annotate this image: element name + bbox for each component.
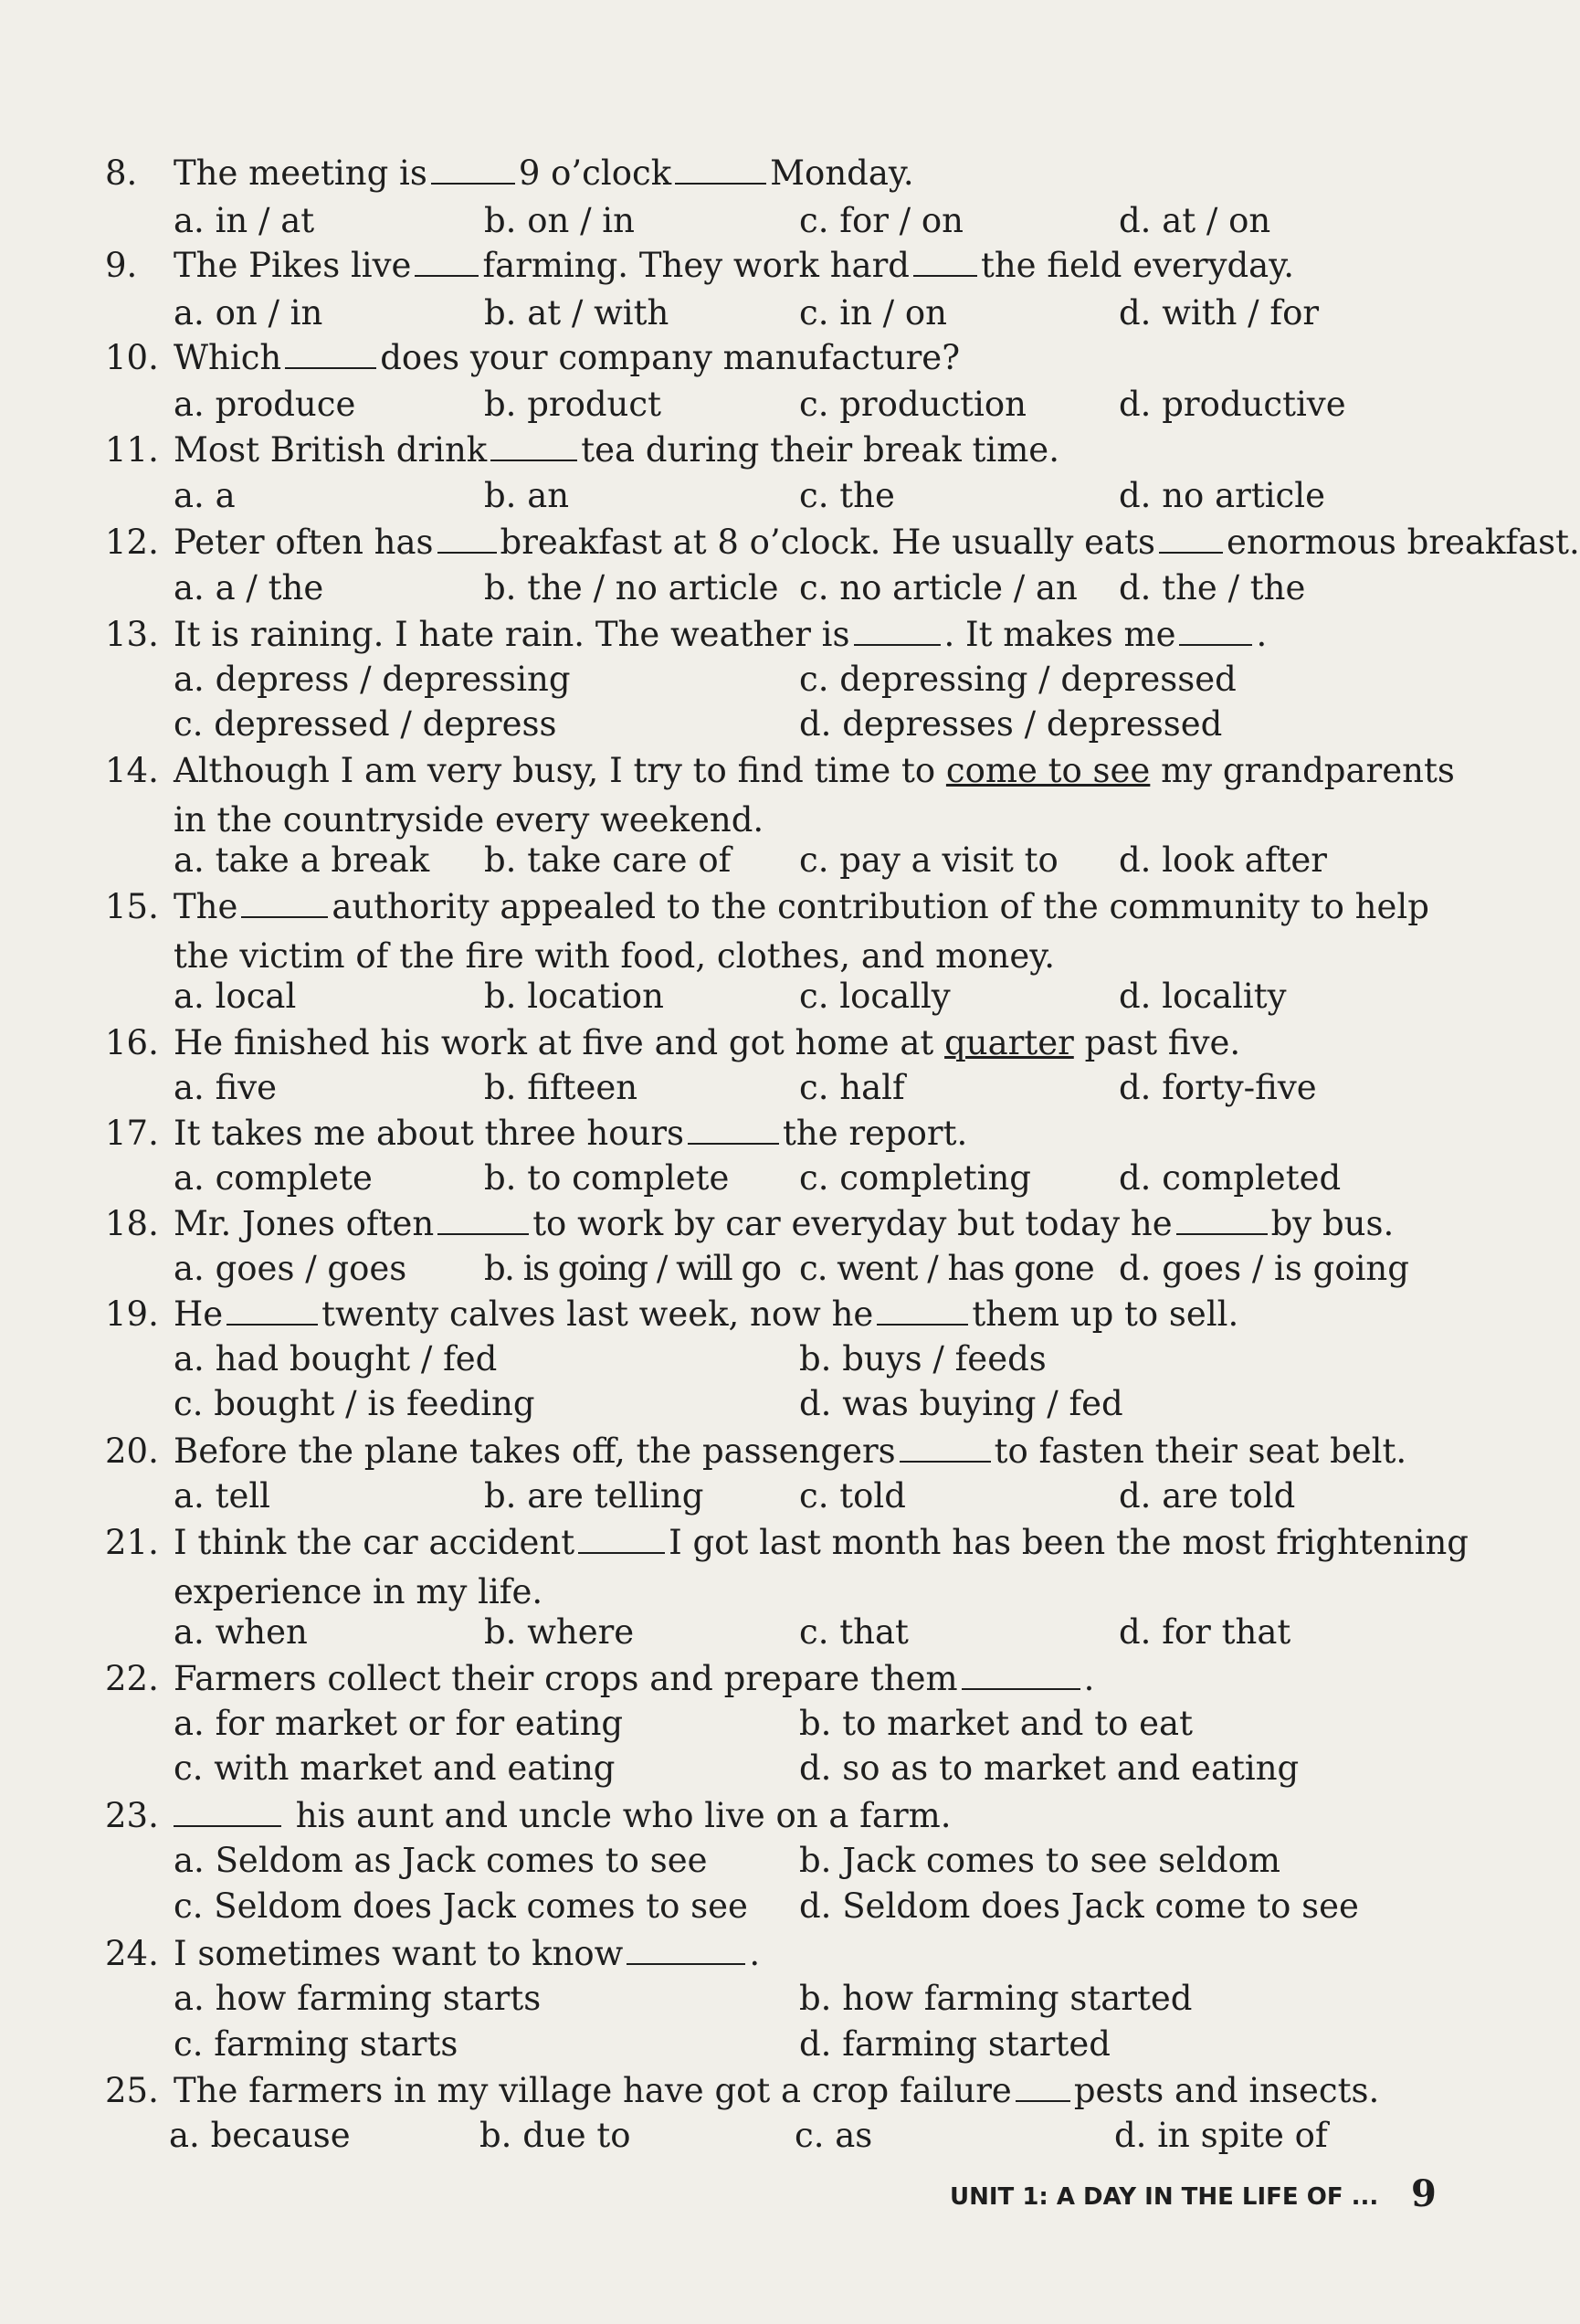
underlined-word: quarter <box>944 1023 1074 1062</box>
answer-blank <box>285 336 376 369</box>
question-number: 19. <box>105 1294 159 1334</box>
option-a[interactable]: a. because <box>169 2116 351 2155</box>
option-b[interactable]: b. location <box>484 977 664 1016</box>
option-a[interactable]: a. take a break <box>174 840 430 880</box>
option-b[interactable]: b. how farming started <box>799 1979 1193 2018</box>
question-text: Most British drink <box>174 430 488 470</box>
option-d[interactable]: d. are told <box>1119 1476 1296 1516</box>
question-number: 16. <box>105 1023 159 1062</box>
option-c[interactable]: c. that <box>799 1612 909 1652</box>
question-21 <box>105 1520 1469 1566</box>
question-text: pests and insects. <box>1073 2071 1380 2110</box>
question-text: He finished his work at five and got home at <box>174 1023 934 1062</box>
option-a[interactable]: a. in / at <box>174 201 315 240</box>
question-text-continued: the victim of the fire with food, clothes, and money. <box>174 936 1055 976</box>
question-text: The Pikes live <box>174 246 412 285</box>
answer-blank <box>226 1293 318 1326</box>
option-a[interactable]: a. Seldom as Jack comes to see <box>174 1841 708 1880</box>
question-number: 22. <box>105 1659 159 1698</box>
question-number: 18. <box>105 1204 159 1243</box>
option-b[interactable]: b. at / with <box>484 293 669 333</box>
option-b[interactable]: b. to complete <box>484 1158 730 1198</box>
answer-blank <box>490 428 577 461</box>
question-text: past five. <box>1084 1023 1241 1062</box>
question-number: 23. <box>105 1796 159 1835</box>
answer-blank <box>962 1657 1080 1690</box>
option-d[interactable]: d. forty-five <box>1119 1068 1317 1107</box>
option-a[interactable]: a. five <box>174 1068 278 1107</box>
option-a[interactable]: a. had bought / fed <box>174 1339 498 1379</box>
question-text: to work by car everyday but today he <box>532 1204 1173 1243</box>
answer-blank <box>174 1794 281 1827</box>
option-c[interactable]: c. went / has gone <box>799 1249 1094 1288</box>
question-24 <box>105 1931 1457 1977</box>
page-number: 9 <box>1411 2172 1437 2215</box>
question-text: breakfast at 8 o’clock. He usually eats <box>500 523 1155 562</box>
option-b[interactable]: b. an <box>484 476 570 515</box>
option-a[interactable]: a. goes / goes <box>174 1249 407 1288</box>
option-b[interactable]: b. on / in <box>484 201 635 240</box>
question-text: does your company manufacture? <box>380 338 961 377</box>
question-number: 14. <box>105 751 159 790</box>
answer-blank <box>913 244 977 277</box>
option-c[interactable]: c. the <box>799 476 895 515</box>
option-a[interactable]: a. a / the <box>174 568 324 607</box>
answer-blank <box>627 1932 745 1965</box>
answer-blank <box>688 1112 779 1145</box>
question-number: 24. <box>105 1934 159 1973</box>
answer-blank <box>1159 521 1223 554</box>
option-d[interactable]: d. farming started <box>799 2024 1111 2064</box>
option-a[interactable]: a. how farming starts <box>174 1979 542 2018</box>
answer-blank <box>415 244 479 277</box>
option-c[interactable]: c. bought / is feeding <box>174 1384 535 1423</box>
question-text: . It makes me <box>943 615 1176 654</box>
question-text: Peter often has <box>174 523 434 562</box>
option-d[interactable]: d. locality <box>1119 977 1287 1016</box>
answer-blank <box>854 613 941 646</box>
question-13 <box>105 612 1457 658</box>
question-number: 15. <box>105 887 159 926</box>
question-text: . <box>749 1934 761 1973</box>
option-b[interactable]: b. to market and to eat <box>799 1704 1193 1743</box>
question-10 <box>105 335 1457 381</box>
question-text: The meeting is <box>174 153 427 193</box>
option-c[interactable]: c. Seldom does Jack comes to see <box>174 1886 748 1926</box>
question-number: 13. <box>105 615 159 654</box>
question-text: the report. <box>783 1114 968 1153</box>
answer-blank <box>437 1202 529 1235</box>
option-c[interactable]: c. with market and eating <box>174 1748 616 1788</box>
question-text: I sometimes want to know <box>174 1934 624 1973</box>
question-text: The <box>174 887 238 926</box>
question-number: 20. <box>105 1431 159 1471</box>
question-18 <box>105 1201 1457 1247</box>
question-text: his aunt and uncle who live on a farm. <box>295 1796 952 1835</box>
option-c[interactable]: c. depressed / depress <box>174 704 557 744</box>
option-d[interactable]: d. productive <box>1119 385 1346 424</box>
answer-blank <box>1176 1202 1268 1235</box>
option-d[interactable]: d. look after <box>1119 840 1327 880</box>
question-number: 10. <box>105 338 159 377</box>
question-14 <box>105 748 1457 794</box>
question-number: 17. <box>105 1114 159 1153</box>
option-d[interactable]: d. depresses / depressed <box>799 704 1223 744</box>
option-c[interactable]: c. told <box>799 1476 906 1516</box>
question-text: It takes me about three hours <box>174 1114 685 1153</box>
question-text: by bus. <box>1270 1204 1395 1243</box>
question-9 <box>105 243 1457 289</box>
option-b[interactable]: b. the / no article <box>484 568 779 607</box>
question-number: 9. <box>105 246 138 285</box>
question-text: Before the plane takes off, the passengers <box>174 1431 896 1471</box>
question-text: . <box>1083 1659 1095 1698</box>
answer-blank <box>1016 2069 1070 2102</box>
option-b[interactable]: b. are telling <box>484 1476 704 1516</box>
option-b[interactable]: b. where <box>484 1612 635 1652</box>
question-text: I got last month has been the most frightening <box>669 1523 1469 1562</box>
option-c[interactable]: c. farming starts <box>174 2024 458 2064</box>
question-text: to fasten their seat belt. <box>994 1431 1407 1471</box>
question-text: authority appealed to the contribution of the community to help <box>332 887 1429 926</box>
question-25 <box>105 2068 1457 2114</box>
question-text: Monday. <box>770 153 914 193</box>
option-c[interactable]: c. for / on <box>799 201 964 240</box>
answer-blank <box>431 152 515 185</box>
option-b[interactable]: b. due to <box>479 2116 631 2155</box>
unit-title: UNIT 1: A DAY IN THE LIFE OF ... <box>950 2183 1379 2211</box>
option-d[interactable]: d. was buying / fed <box>799 1384 1123 1423</box>
question-text-continued: experience in my life. <box>174 1572 543 1611</box>
option-a[interactable]: a. for market or for eating <box>174 1704 624 1743</box>
option-c[interactable]: c. completing <box>799 1158 1031 1198</box>
option-b[interactable]: b. buys / feeds <box>799 1339 1047 1379</box>
option-d[interactable]: d. the / the <box>1119 568 1306 607</box>
option-c[interactable]: c. half <box>799 1068 905 1107</box>
question-text: the field everyday. <box>980 246 1294 285</box>
question-number: 11. <box>105 430 159 470</box>
question-12 <box>105 520 1580 565</box>
option-c[interactable]: c. no article / an <box>799 568 1078 607</box>
option-c[interactable]: c. production <box>799 385 1027 424</box>
option-d[interactable]: d. goes / is going <box>1119 1249 1409 1288</box>
option-d[interactable]: d. in spite of <box>1114 2116 1328 2155</box>
option-c[interactable]: c. locally <box>799 977 951 1016</box>
question-text: It is raining. I hate rain. The weather is <box>174 615 850 654</box>
question-20 <box>105 1429 1457 1474</box>
answer-blank <box>900 1430 991 1463</box>
question-22 <box>105 1656 1457 1702</box>
option-d[interactable]: d. completed <box>1119 1158 1342 1198</box>
question-number: 8. <box>105 153 138 193</box>
option-a[interactable]: a. tell <box>174 1476 271 1516</box>
option-b[interactable]: b. product <box>484 385 661 424</box>
option-c[interactable]: c. pay a visit to <box>799 840 1059 880</box>
question-text: Although I am very busy, I try to find time to <box>174 751 936 790</box>
question-text: Which <box>174 338 282 377</box>
question-number: 21. <box>105 1523 159 1562</box>
answer-blank <box>578 1521 665 1554</box>
option-a[interactable]: a. a <box>174 476 236 515</box>
question-text: enormous breakfast. <box>1226 523 1580 562</box>
answer-blank <box>675 152 766 185</box>
question-text: farming. They work hard <box>482 246 910 285</box>
option-d[interactable]: d. Seldom does Jack come to see <box>799 1886 1359 1926</box>
question-text: The farmers in my village have got a crop failure <box>174 2071 1012 2110</box>
question-16 <box>105 1020 1457 1066</box>
option-a[interactable]: a. when <box>174 1612 308 1652</box>
question-number: 12. <box>105 523 159 562</box>
answer-blank <box>877 1293 968 1326</box>
option-c[interactable]: c. depressing / depressed <box>799 660 1237 699</box>
option-d[interactable]: d. for that <box>1119 1612 1291 1652</box>
option-b[interactable]: b. take care of <box>484 840 732 880</box>
question-8 <box>105 151 1457 196</box>
option-c[interactable]: c. in / on <box>799 293 948 333</box>
option-d[interactable]: d. at / on <box>1119 201 1271 240</box>
option-a[interactable]: a. on / in <box>174 293 323 333</box>
question-text-continued: in the countryside every weekend. <box>174 800 764 840</box>
question-text: tea during their break time. <box>581 430 1059 470</box>
question-text: I think the car accident <box>174 1523 575 1562</box>
option-d[interactable]: d. with / for <box>1119 293 1320 333</box>
question-23 <box>105 1793 1457 1839</box>
option-b[interactable]: b. fifteen <box>484 1068 638 1107</box>
question-number: 25. <box>105 2071 159 2110</box>
option-a[interactable]: a. local <box>174 977 297 1016</box>
question-15 <box>105 884 1457 930</box>
question-text: He <box>174 1294 224 1334</box>
question-19 <box>105 1292 1457 1337</box>
question-text: 9 o’clock <box>518 153 672 193</box>
option-d[interactable]: d. no article <box>1119 476 1325 515</box>
question-text: . <box>1256 615 1268 654</box>
option-a[interactable]: a. complete <box>174 1158 373 1198</box>
option-a[interactable]: a. produce <box>174 385 356 424</box>
option-d[interactable]: d. so as to market and eating <box>799 1748 1300 1788</box>
question-text: Mr. Jones often <box>174 1204 435 1243</box>
option-b[interactable]: b. Jack comes to see seldom <box>799 1841 1280 1880</box>
question-text: them up to sell. <box>972 1294 1239 1334</box>
underlined-phrase: come to see <box>945 751 1151 790</box>
question-text: my grandparents <box>1161 751 1455 790</box>
question-11 <box>105 428 1457 473</box>
option-c[interactable]: c. as <box>795 2116 873 2155</box>
question-text: Farmers collect their crops and prepare them <box>174 1659 958 1698</box>
question-17 <box>105 1111 1457 1157</box>
answer-blank <box>1179 613 1252 646</box>
question-text: twenty calves last week, now he <box>321 1294 874 1334</box>
option-a[interactable]: a. depress / depressing <box>174 660 571 699</box>
answer-blank <box>241 885 328 918</box>
option-b[interactable]: b. is going / will go <box>484 1249 781 1288</box>
answer-blank <box>437 521 497 554</box>
